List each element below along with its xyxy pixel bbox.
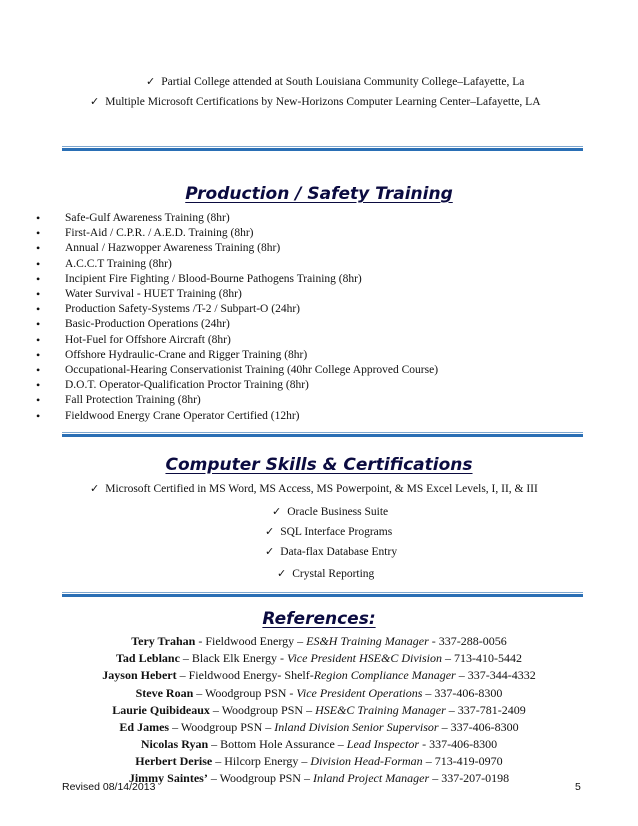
reference-name: Nicolas Ryan xyxy=(140,737,209,751)
reference-phone: – 713-419-0970 xyxy=(422,754,503,768)
reference-name: Tad Leblanc xyxy=(116,651,180,665)
revised-date: Revised 08/14/2013 xyxy=(62,781,156,793)
education-line xyxy=(90,95,541,109)
computer-skill-line xyxy=(265,545,397,559)
list-item: • Annual / Hazwopper Awareness Training (8hr) xyxy=(36,241,438,256)
reference-name: Laurie Quibideaux xyxy=(112,703,210,717)
reference-company: – Fieldwood Energy- Shelf- xyxy=(176,668,314,682)
reference-title: Inland Division Senior Supervisor xyxy=(274,720,439,734)
reference-entry xyxy=(0,634,638,650)
reference-phone: – 713-410-5442 xyxy=(441,651,522,665)
reference-entry xyxy=(0,720,638,736)
computer-skill-text: Oracle Business Suite xyxy=(287,506,389,518)
computer-skill-line xyxy=(272,505,388,519)
reference-entry xyxy=(0,754,638,770)
reference-name: Tery Trahan xyxy=(131,634,196,648)
list-item: • Fall Protection Training (8hr) xyxy=(36,393,438,408)
reference-phone: – 337-781-2409 xyxy=(445,703,526,717)
reference-company: – Bottom Hole Assurance – xyxy=(208,737,347,751)
computer-skill-line xyxy=(265,525,392,539)
reference-phone: – 337-406-8300 xyxy=(438,720,519,734)
production-safety-heading: Production / Safety Training xyxy=(185,184,453,204)
reference-company: – Black Elk Energy - xyxy=(179,651,288,665)
computer-skill-text: Crystal Reporting xyxy=(292,568,375,580)
reference-phone: – 337-207-0198 xyxy=(429,771,510,785)
reference-phone: – 337-406-8300 xyxy=(422,686,503,700)
list-item: • Offshore Hydraulic-Crane and Rigger Training (8hr) xyxy=(36,348,438,363)
reference-name: Ed James xyxy=(119,720,170,734)
section-divider xyxy=(62,592,583,597)
list-item: • Incipient Fire Fighting / Blood-Bourne Pathogens Training (8hr) xyxy=(36,272,438,287)
education-text: Multiple Microsoft Certifications by New-Horizons Computer Learning Center–Lafayette, LA xyxy=(105,96,541,108)
reference-phone: - 337-406-8300 xyxy=(419,737,498,751)
reference-company: - Fieldwood Energy – xyxy=(195,634,307,648)
reference-title: Division Head-Forman xyxy=(310,754,423,768)
reference-title: Lead Inspector xyxy=(346,737,420,751)
computer-skill-line xyxy=(90,482,538,496)
reference-title: Region Compliance Manager xyxy=(313,668,456,682)
reference-entry xyxy=(0,668,638,684)
computer-skill-text: Data-flax Database Entry xyxy=(280,546,398,558)
list-item: • First-Aid / C.P.R. / A.E.D. Training (8hr) xyxy=(36,226,438,241)
education-text: Partial College attended at South Louisiana Community College–Lafayette, La xyxy=(161,76,525,88)
reference-name: Jimmy Saintes’ xyxy=(128,771,208,785)
reference-phone: – 337-344-4332 xyxy=(455,668,536,682)
list-item: • Fieldwood Energy Crane Operator Certified (12hr) xyxy=(36,409,438,424)
list-item: • Basic-Production Operations (24hr) xyxy=(36,317,438,332)
reference-company: – Hilcorp Energy – xyxy=(212,754,311,768)
reference-name: Steve Roan xyxy=(135,686,194,700)
list-item: • Production Safety-Systems /T-2 / Subpart-O (24hr) xyxy=(36,302,438,317)
reference-title: Vice President Operations xyxy=(296,686,423,700)
reference-company: – Woodgroup PSN – xyxy=(169,720,275,734)
reference-entry xyxy=(0,686,638,702)
section-divider xyxy=(62,146,583,151)
section-divider xyxy=(62,432,583,437)
computer-skills-heading: Computer Skills & Certifications xyxy=(165,455,473,475)
reference-name: Jayson Hebert xyxy=(102,668,177,682)
education-line xyxy=(146,75,524,89)
reference-company: – Woodgroup PSN – xyxy=(207,771,313,785)
reference-title: Vice President HSE&C Division xyxy=(287,651,442,665)
list-item: • Water Survival - HUET Training (8hr) xyxy=(36,287,438,302)
reference-title: HSE&C Training Manager xyxy=(315,703,446,717)
reference-entry xyxy=(0,651,638,667)
production-training-list xyxy=(36,211,438,424)
list-item: • Hot-Fuel for Offshore Aircraft (8hr) xyxy=(36,333,438,348)
reference-company: – Woodgroup PSN - xyxy=(193,686,297,700)
computer-skill-text: Microsoft Certified in MS Word, MS Access, MS Powerpoint, & MS Excel Levels, I, II, & III xyxy=(105,483,538,495)
reference-entry xyxy=(0,737,638,753)
list-item: • D.O.T. Operator-Qualification Proctor Training (8hr) xyxy=(36,378,438,393)
computer-skill-text: SQL Interface Programs xyxy=(280,526,393,538)
computer-skill-line xyxy=(277,567,374,581)
reference-title: ES&H Training Manager xyxy=(306,634,429,648)
references-heading: References: xyxy=(262,609,376,629)
reference-company: – Woodgroup PSN – xyxy=(209,703,316,717)
reference-phone: - 337-288-0056 xyxy=(428,634,507,648)
list-item: • Occupational-Hearing Conservationist Training (40hr College Approved Course) xyxy=(36,363,438,378)
reference-entry xyxy=(0,703,638,719)
list-item: • Safe-Gulf Awareness Training (8hr) xyxy=(36,211,438,226)
reference-name: Herbert Derise xyxy=(135,754,213,768)
list-item: • A.C.C.T Training (8hr) xyxy=(36,257,438,272)
page-number: 5 xyxy=(575,781,581,793)
reference-title: Inland Project Manager xyxy=(312,771,430,785)
